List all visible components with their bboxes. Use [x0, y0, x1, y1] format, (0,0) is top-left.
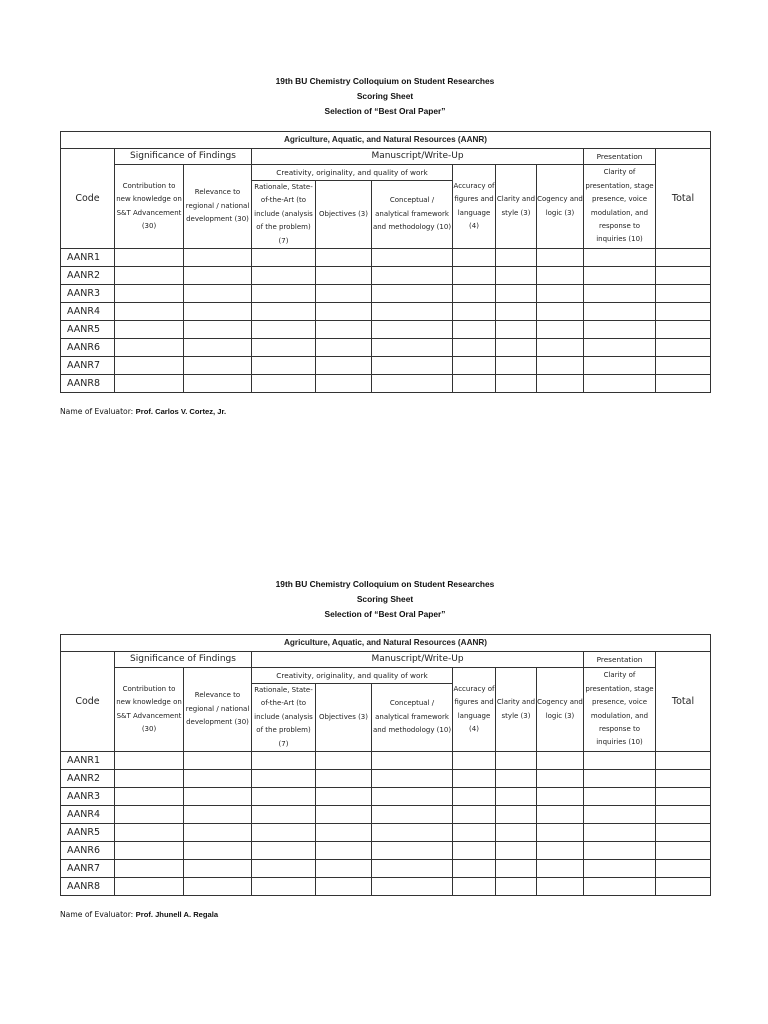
score-cell[interactable] — [316, 860, 372, 878]
score-cell[interactable] — [496, 824, 537, 842]
total-header: Total — [656, 149, 711, 249]
table-row — [61, 842, 711, 860]
score-cell[interactable] — [184, 357, 252, 375]
total-header: Total — [656, 652, 711, 752]
evaluator-line — [60, 407, 710, 416]
score-cell[interactable] — [453, 357, 496, 375]
score-cell[interactable] — [252, 267, 316, 285]
score-cell[interactable] — [584, 339, 656, 357]
total-cell[interactable] — [656, 842, 711, 860]
score-cell[interactable] — [453, 824, 496, 842]
score-cell[interactable] — [252, 339, 316, 357]
table-row — [61, 860, 711, 878]
total-cell[interactable] — [656, 375, 711, 393]
score-cell[interactable] — [184, 303, 252, 321]
score-cell[interactable] — [115, 357, 184, 375]
row-code: AANR4 — [61, 806, 115, 824]
significance-group-header: Significance of Findings — [115, 149, 252, 165]
row-code: AANR1 — [61, 249, 115, 267]
score-cell[interactable] — [453, 788, 496, 806]
score-cell[interactable] — [496, 770, 537, 788]
score-cell[interactable] — [115, 752, 184, 770]
score-cell[interactable] — [453, 285, 496, 303]
objectives-header: Objectives (3) — [316, 684, 372, 752]
score-cell[interactable] — [115, 339, 184, 357]
score-cell[interactable] — [316, 303, 372, 321]
score-cell[interactable] — [115, 806, 184, 824]
score-cell[interactable] — [537, 788, 584, 806]
scoring-table — [60, 634, 711, 896]
score-cell[interactable] — [252, 249, 316, 267]
score-cell[interactable] — [372, 321, 453, 339]
total-cell[interactable] — [656, 339, 711, 357]
total-cell[interactable] — [656, 806, 711, 824]
score-cell[interactable] — [496, 339, 537, 357]
score-cell[interactable] — [316, 842, 372, 860]
row-code: AANR1 — [61, 752, 115, 770]
code-header: Code — [61, 652, 115, 752]
score-cell[interactable] — [316, 321, 372, 339]
score-cell[interactable] — [115, 878, 184, 896]
score-cell[interactable] — [316, 285, 372, 303]
score-cell[interactable] — [537, 375, 584, 393]
score-cell[interactable] — [537, 878, 584, 896]
score-cell[interactable] — [372, 806, 453, 824]
score-cell[interactable] — [584, 824, 656, 842]
category-header: Agriculture, Aquatic, and Natural Resources (AANR) — [61, 635, 711, 652]
contribution-header: Contribution to new knowledge on S&T Advancement (30) — [115, 668, 184, 752]
table-row — [61, 321, 711, 339]
score-cell[interactable] — [184, 249, 252, 267]
score-cell[interactable] — [115, 842, 184, 860]
event-title: 19th BU Chemistry Colloquium on Student Researches — [275, 76, 495, 86]
score-cell[interactable] — [496, 375, 537, 393]
score-cell[interactable] — [584, 770, 656, 788]
table-row — [61, 752, 711, 770]
evaluator-name: Prof. Jhunell A. Regala — [135, 910, 219, 920]
scoring-sheet-1 — [60, 74, 710, 416]
score-cell[interactable] — [115, 860, 184, 878]
sheet-title: Scoring Sheet — [356, 594, 414, 604]
score-cell[interactable] — [496, 357, 537, 375]
table-row — [61, 788, 711, 806]
selection-title: Selection of “Best Oral Paper” — [324, 609, 446, 619]
rationale-header: Rationale, State-of-the-Art (to include (analysis of the problem) (7) — [252, 684, 316, 752]
score-cell[interactable] — [584, 285, 656, 303]
table-row — [61, 878, 711, 896]
score-cell[interactable] — [115, 303, 184, 321]
score-cell[interactable] — [496, 806, 537, 824]
score-cell[interactable] — [252, 770, 316, 788]
score-cell[interactable] — [584, 878, 656, 896]
score-cell[interactable] — [115, 321, 184, 339]
table-row — [61, 806, 711, 824]
sheet-heading — [60, 74, 710, 119]
score-cell[interactable] — [584, 842, 656, 860]
score-cell[interactable] — [184, 860, 252, 878]
score-cell[interactable] — [453, 878, 496, 896]
score-cell[interactable] — [496, 267, 537, 285]
score-cell[interactable] — [184, 752, 252, 770]
score-cell[interactable] — [115, 770, 184, 788]
score-cell[interactable] — [184, 878, 252, 896]
row-code: AANR6 — [61, 339, 115, 357]
score-cell[interactable] — [537, 824, 584, 842]
event-title: 19th BU Chemistry Colloquium on Student Researches — [275, 579, 495, 589]
table-row — [61, 267, 711, 285]
score-cell[interactable] — [184, 770, 252, 788]
total-cell[interactable] — [656, 878, 711, 896]
score-cell[interactable] — [316, 824, 372, 842]
score-cell[interactable] — [584, 267, 656, 285]
score-cell[interactable] — [496, 303, 537, 321]
cogency-header: Cogency and logic (3) — [537, 668, 584, 752]
score-cell[interactable] — [372, 788, 453, 806]
score-cell[interactable] — [252, 303, 316, 321]
conceptual-header: Conceptual / analytical framework and methodology (10) — [372, 181, 453, 249]
evaluator-label: Name of Evaluator: — [60, 407, 134, 417]
score-cell[interactable] — [537, 860, 584, 878]
score-cell[interactable] — [537, 339, 584, 357]
significance-group-header: Significance of Findings — [115, 652, 252, 668]
score-cell[interactable] — [496, 788, 537, 806]
score-cell[interactable] — [584, 752, 656, 770]
rationale-header: Rationale, State-of-the-Art (to include (analysis of the problem) (7) — [252, 181, 316, 249]
score-cell[interactable] — [537, 303, 584, 321]
score-cell[interactable] — [372, 752, 453, 770]
score-cell[interactable] — [584, 860, 656, 878]
score-cell[interactable] — [316, 788, 372, 806]
accuracy-header: Accuracy of figures and language (4) — [453, 165, 496, 249]
score-cell[interactable] — [453, 806, 496, 824]
score-cell[interactable] — [584, 321, 656, 339]
score-cell[interactable] — [252, 806, 316, 824]
row-code: AANR8 — [61, 375, 115, 393]
row-code: AANR3 — [61, 285, 115, 303]
total-cell[interactable] — [656, 770, 711, 788]
score-cell[interactable] — [537, 842, 584, 860]
score-cell[interactable] — [372, 339, 453, 357]
score-cell[interactable] — [316, 267, 372, 285]
score-cell[interactable] — [453, 770, 496, 788]
row-code: AANR6 — [61, 842, 115, 860]
score-cell[interactable] — [372, 860, 453, 878]
score-cell[interactable] — [184, 321, 252, 339]
score-cell[interactable] — [537, 285, 584, 303]
score-cell[interactable] — [372, 285, 453, 303]
table-row — [61, 824, 711, 842]
score-cell[interactable] — [184, 285, 252, 303]
score-cell[interactable] — [453, 267, 496, 285]
presentation-group-header: Presentation — [584, 652, 656, 668]
score-cell[interactable] — [584, 357, 656, 375]
score-cell[interactable] — [252, 285, 316, 303]
score-cell[interactable] — [115, 249, 184, 267]
sheet-heading — [60, 577, 710, 622]
row-code: AANR4 — [61, 303, 115, 321]
score-cell[interactable] — [252, 842, 316, 860]
score-cell[interactable] — [316, 339, 372, 357]
creativity-subgroup-header: Creativity, originality, and quality of work — [252, 668, 453, 684]
table-row — [61, 357, 711, 375]
total-cell[interactable] — [656, 357, 711, 375]
sheet-title: Scoring Sheet — [356, 91, 414, 101]
score-cell[interactable] — [372, 878, 453, 896]
score-cell[interactable] — [496, 752, 537, 770]
score-cell[interactable] — [372, 267, 453, 285]
score-cell[interactable] — [252, 878, 316, 896]
scoring-table — [60, 131, 711, 393]
score-cell[interactable] — [115, 824, 184, 842]
score-cell[interactable] — [252, 824, 316, 842]
row-code: AANR2 — [61, 770, 115, 788]
score-cell[interactable] — [453, 339, 496, 357]
score-cell[interactable] — [453, 752, 496, 770]
score-cell[interactable] — [537, 752, 584, 770]
score-cell[interactable] — [584, 249, 656, 267]
row-code: AANR2 — [61, 267, 115, 285]
score-cell[interactable] — [496, 285, 537, 303]
creativity-subgroup-header: Creativity, originality, and quality of work — [252, 165, 453, 181]
cogency-header: Cogency and logic (3) — [537, 165, 584, 249]
presentation-group-header: Presentation — [584, 149, 656, 165]
score-cell[interactable] — [252, 375, 316, 393]
total-cell[interactable] — [656, 267, 711, 285]
clarity-style-header: Clarity and style (3) — [496, 165, 537, 249]
table-row — [61, 303, 711, 321]
score-cell[interactable] — [316, 878, 372, 896]
score-cell[interactable] — [453, 860, 496, 878]
score-cell[interactable] — [316, 357, 372, 375]
score-cell[interactable] — [453, 249, 496, 267]
score-cell[interactable] — [115, 375, 184, 393]
category-header: Agriculture, Aquatic, and Natural Resources (AANR) — [61, 132, 711, 149]
manuscript-group-header: Manuscript/Write-Up — [252, 652, 584, 668]
score-cell[interactable] — [496, 878, 537, 896]
score-cell[interactable] — [316, 806, 372, 824]
clarity-presentation-header: Clarity of presentation, stage presence, voice modulation, and response to inquiries (10) — [584, 668, 656, 752]
score-cell[interactable] — [537, 806, 584, 824]
score-cell[interactable] — [584, 788, 656, 806]
row-code: AANR5 — [61, 321, 115, 339]
relevance-header: Relevance to regional / national development (30) — [184, 165, 252, 249]
score-cell[interactable] — [184, 267, 252, 285]
score-cell[interactable] — [453, 321, 496, 339]
row-code: AANR7 — [61, 860, 115, 878]
total-cell[interactable] — [656, 824, 711, 842]
conceptual-header: Conceptual / analytical framework and methodology (10) — [372, 684, 453, 752]
score-cell[interactable] — [584, 806, 656, 824]
score-cell[interactable] — [252, 357, 316, 375]
total-cell[interactable] — [656, 788, 711, 806]
score-cell[interactable] — [372, 249, 453, 267]
score-cell[interactable] — [453, 303, 496, 321]
contribution-header: Contribution to new knowledge on S&T Advancement (30) — [115, 165, 184, 249]
score-cell[interactable] — [537, 321, 584, 339]
score-cell[interactable] — [372, 842, 453, 860]
score-cell[interactable] — [372, 303, 453, 321]
score-cell[interactable] — [584, 303, 656, 321]
score-cell[interactable] — [184, 339, 252, 357]
total-cell[interactable] — [656, 860, 711, 878]
score-cell[interactable] — [316, 752, 372, 770]
total-cell[interactable] — [656, 321, 711, 339]
score-cell[interactable] — [252, 860, 316, 878]
clarity-presentation-header: Clarity of presentation, stage presence, voice modulation, and response to inquiries (10) — [584, 165, 656, 249]
score-cell[interactable] — [372, 357, 453, 375]
code-header: Code — [61, 149, 115, 249]
clarity-style-header: Clarity and style (3) — [496, 668, 537, 752]
total-cell[interactable] — [656, 285, 711, 303]
total-cell[interactable] — [656, 303, 711, 321]
accuracy-header: Accuracy of figures and language (4) — [453, 668, 496, 752]
score-cell[interactable] — [537, 357, 584, 375]
score-cell[interactable] — [184, 824, 252, 842]
score-cell[interactable] — [316, 249, 372, 267]
evaluator-name: Prof. Carlos V. Cortez, Jr. — [135, 407, 227, 417]
score-cell[interactable] — [115, 788, 184, 806]
score-cell[interactable] — [316, 770, 372, 788]
score-cell[interactable] — [537, 770, 584, 788]
table-row — [61, 339, 711, 357]
evaluator-line — [60, 910, 710, 919]
score-cell[interactable] — [252, 788, 316, 806]
score-cell[interactable] — [372, 375, 453, 393]
score-cell[interactable] — [584, 375, 656, 393]
selection-title: Selection of “Best Oral Paper” — [324, 106, 446, 116]
relevance-header: Relevance to regional / national development (30) — [184, 668, 252, 752]
score-cell[interactable] — [453, 375, 496, 393]
score-cell[interactable] — [115, 267, 184, 285]
score-cell[interactable] — [115, 285, 184, 303]
row-code: AANR8 — [61, 878, 115, 896]
table-row — [61, 770, 711, 788]
row-code: AANR5 — [61, 824, 115, 842]
score-cell[interactable] — [496, 249, 537, 267]
evaluator-label: Name of Evaluator: — [60, 910, 134, 920]
total-cell[interactable] — [656, 249, 711, 267]
row-code: AANR3 — [61, 788, 115, 806]
total-cell[interactable] — [656, 752, 711, 770]
row-code: AANR7 — [61, 357, 115, 375]
score-cell[interactable] — [372, 824, 453, 842]
score-cell[interactable] — [184, 842, 252, 860]
score-cell[interactable] — [537, 267, 584, 285]
table-row — [61, 375, 711, 393]
scoring-sheet-2 — [60, 577, 710, 919]
score-cell[interactable] — [184, 806, 252, 824]
objectives-header: Objectives (3) — [316, 181, 372, 249]
score-cell[interactable] — [496, 321, 537, 339]
manuscript-group-header: Manuscript/Write-Up — [252, 149, 584, 165]
score-cell[interactable] — [184, 788, 252, 806]
score-cell[interactable] — [316, 375, 372, 393]
table-row — [61, 249, 711, 267]
table-row — [61, 285, 711, 303]
score-cell[interactable] — [453, 842, 496, 860]
score-cell[interactable] — [372, 770, 453, 788]
score-cell[interactable] — [537, 249, 584, 267]
score-cell[interactable] — [252, 321, 316, 339]
score-cell[interactable] — [496, 842, 537, 860]
score-cell[interactable] — [184, 375, 252, 393]
score-cell[interactable] — [496, 860, 537, 878]
score-cell[interactable] — [252, 752, 316, 770]
